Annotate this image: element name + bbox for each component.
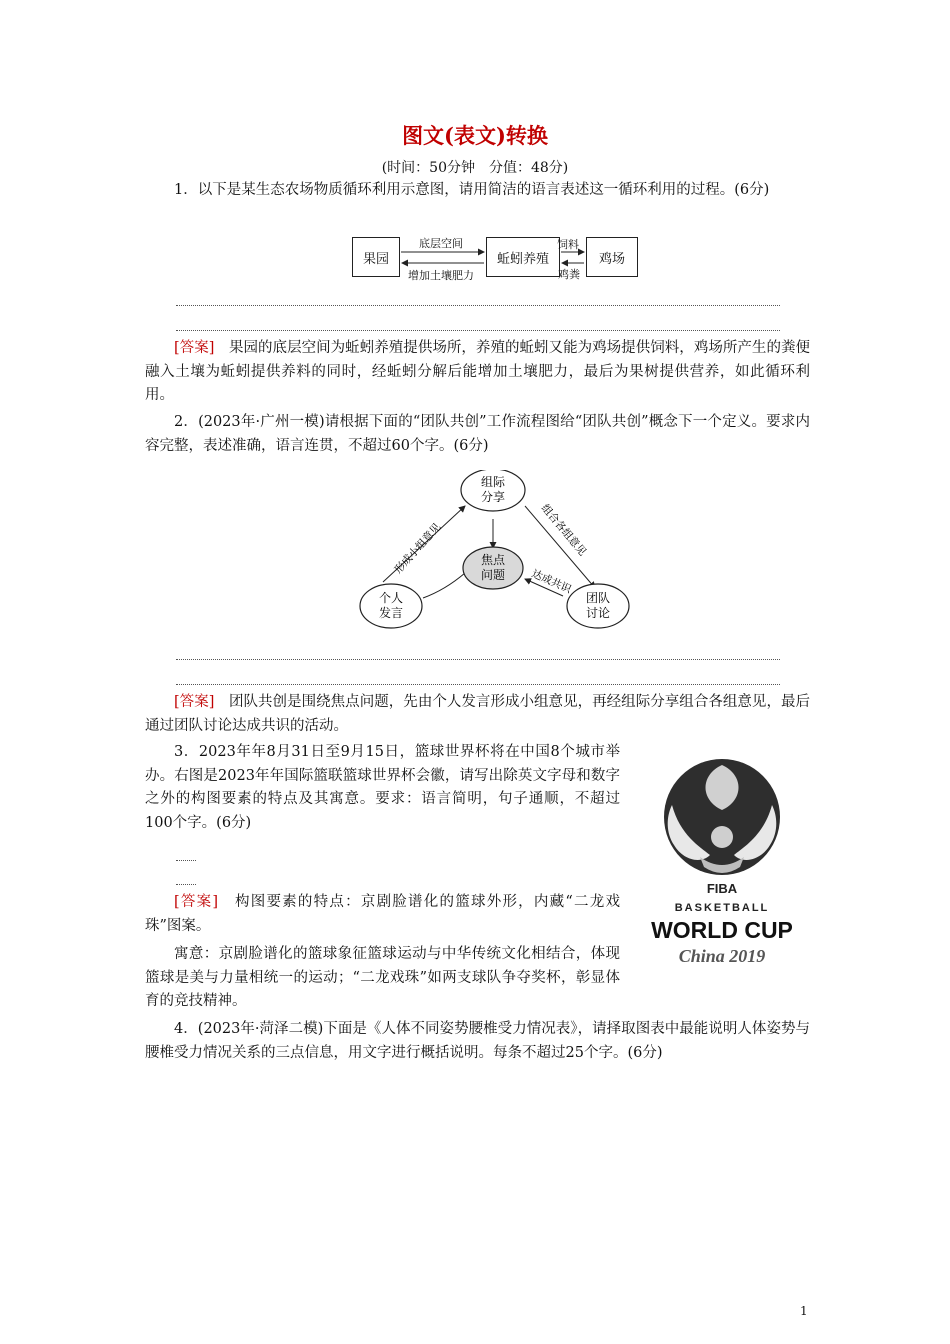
fiba-emblem (640, 755, 800, 975)
q1-answer (145, 337, 810, 408)
box-orchard: 果园 (352, 237, 400, 277)
label-space: 底层空间 (419, 237, 463, 250)
node-focus-line2: 问题 (480, 568, 506, 582)
exam-meta: (时间：50分钟 分值：48分) (381, 160, 569, 176)
page-title: 图文(表文)转换 (402, 123, 548, 148)
label-manure: 鸡粪 (558, 268, 580, 281)
label-feed: 饲料 (557, 238, 579, 251)
q1-flow-diagram (352, 233, 640, 285)
logo-basketball-text: BASKETBALL (674, 902, 770, 914)
q4-text: 4．(2023年·菏泽二模)下面是《人体不同姿势腰椎受力情况表》，请择取图表中最能说明人体姿势与腰椎受力情况关系的三点信息，用文字进行概括说明。每条不超过25个字。(6分) (145, 1021, 810, 1061)
q2-answer (145, 691, 810, 738)
node-share-line1: 组际 (480, 475, 506, 489)
cycle-graphics (355, 470, 635, 635)
flow-arrows (352, 233, 640, 285)
answer-tag: [答案] (174, 340, 215, 356)
node-team-line1: 团队 (585, 591, 611, 605)
q2-cycle-diagram (355, 470, 635, 635)
q3-answer-meaning: 寓意：京剧脸谱化的篮球象征篮球运动与中华传统文化相结合，体现篮球是美与力量相统一的运动；“二龙戏珠”如两支球队争夺奖杯，彰显体育的竞技精神。 (145, 946, 620, 1009)
answer-line-1 (176, 305, 780, 306)
answer-tag: [答案] (174, 894, 219, 910)
line-personal-to-focus (423, 573, 465, 598)
q3-answer (145, 891, 620, 938)
label-consensus: 达成共识 (529, 567, 574, 596)
node-team-line2: 讨论 (585, 606, 611, 620)
q1-text: 1．以下是某生态农场物质循环利用示意图，请用简洁的语言表述这一循环利用的过程。(6分) (174, 182, 770, 198)
box-chicken-farm: 鸡场 (586, 237, 638, 277)
q3-text: 3．2023年年8月31日至9月15日，篮球世界杯将在中国8个城市举办。右图是2023年年国际篮联篮球世界杯会徽，请写出除英文字母和数字之外的构图要素的特点及其寓意。要求：语言简明，句子通顺，不超过100个字。(6分) (145, 744, 620, 831)
logo-china-text: China 2019 (678, 946, 766, 966)
answer-tag: [答案] (174, 694, 215, 710)
fiba-world-cup-logo (640, 755, 800, 975)
label-form-group-opinion: 形成小组意见 (392, 521, 444, 577)
answer-line-2 (176, 330, 780, 331)
node-focus-line1: 焦点 (480, 553, 506, 567)
node-personal-line2: 发言 (378, 606, 404, 620)
node-share-line2: 分享 (480, 490, 506, 504)
label-combine-opinions: 组合各组意见 (538, 502, 589, 559)
answer-line-4 (176, 684, 780, 685)
answer-line-5 (176, 860, 196, 861)
box-worm-farm: 蚯蚓养殖 (486, 237, 560, 277)
page-number: 1 (800, 1304, 808, 1318)
q3-answer-text: 构图要素的特点：京剧脸谱化的篮球外形，内藏“二龙戏珠”图案。 (145, 894, 620, 934)
node-personal-line1: 个人 (378, 591, 404, 605)
answer-line-3 (176, 659, 780, 660)
answer-line-6 (176, 884, 196, 885)
label-fertility: 增加土壤肥力 (408, 269, 474, 282)
logo-fiba-text: FIBA (706, 881, 738, 896)
q1-answer-text: 果园的底层空间为蚯蚓养殖提供场所，养殖的蚯蚓又能为鸡场提供饲料，鸡场所产生的粪便融入土壤为蚯蚓提供养料的同时，经蚯蚓分解后能增加土壤肥力，最后为果树提供营养，如此循环利用。 (145, 340, 811, 403)
logo-worldcup-text: WORLD CUP (651, 917, 793, 943)
q2-text: 2．(2023年·广州一模)请根据下面的“团队共创”工作流程图给“团队共创”概念下一个定义。要求内容完整，表述准确，语言连贯，不超过60个字。(6分) (145, 414, 810, 454)
q2-answer-text: 团队共创是围绕焦点问题，先由个人发言形成小组意见，再经组际分享组合各组意见，最后通过团队讨论达成共识的活动。 (145, 694, 811, 734)
